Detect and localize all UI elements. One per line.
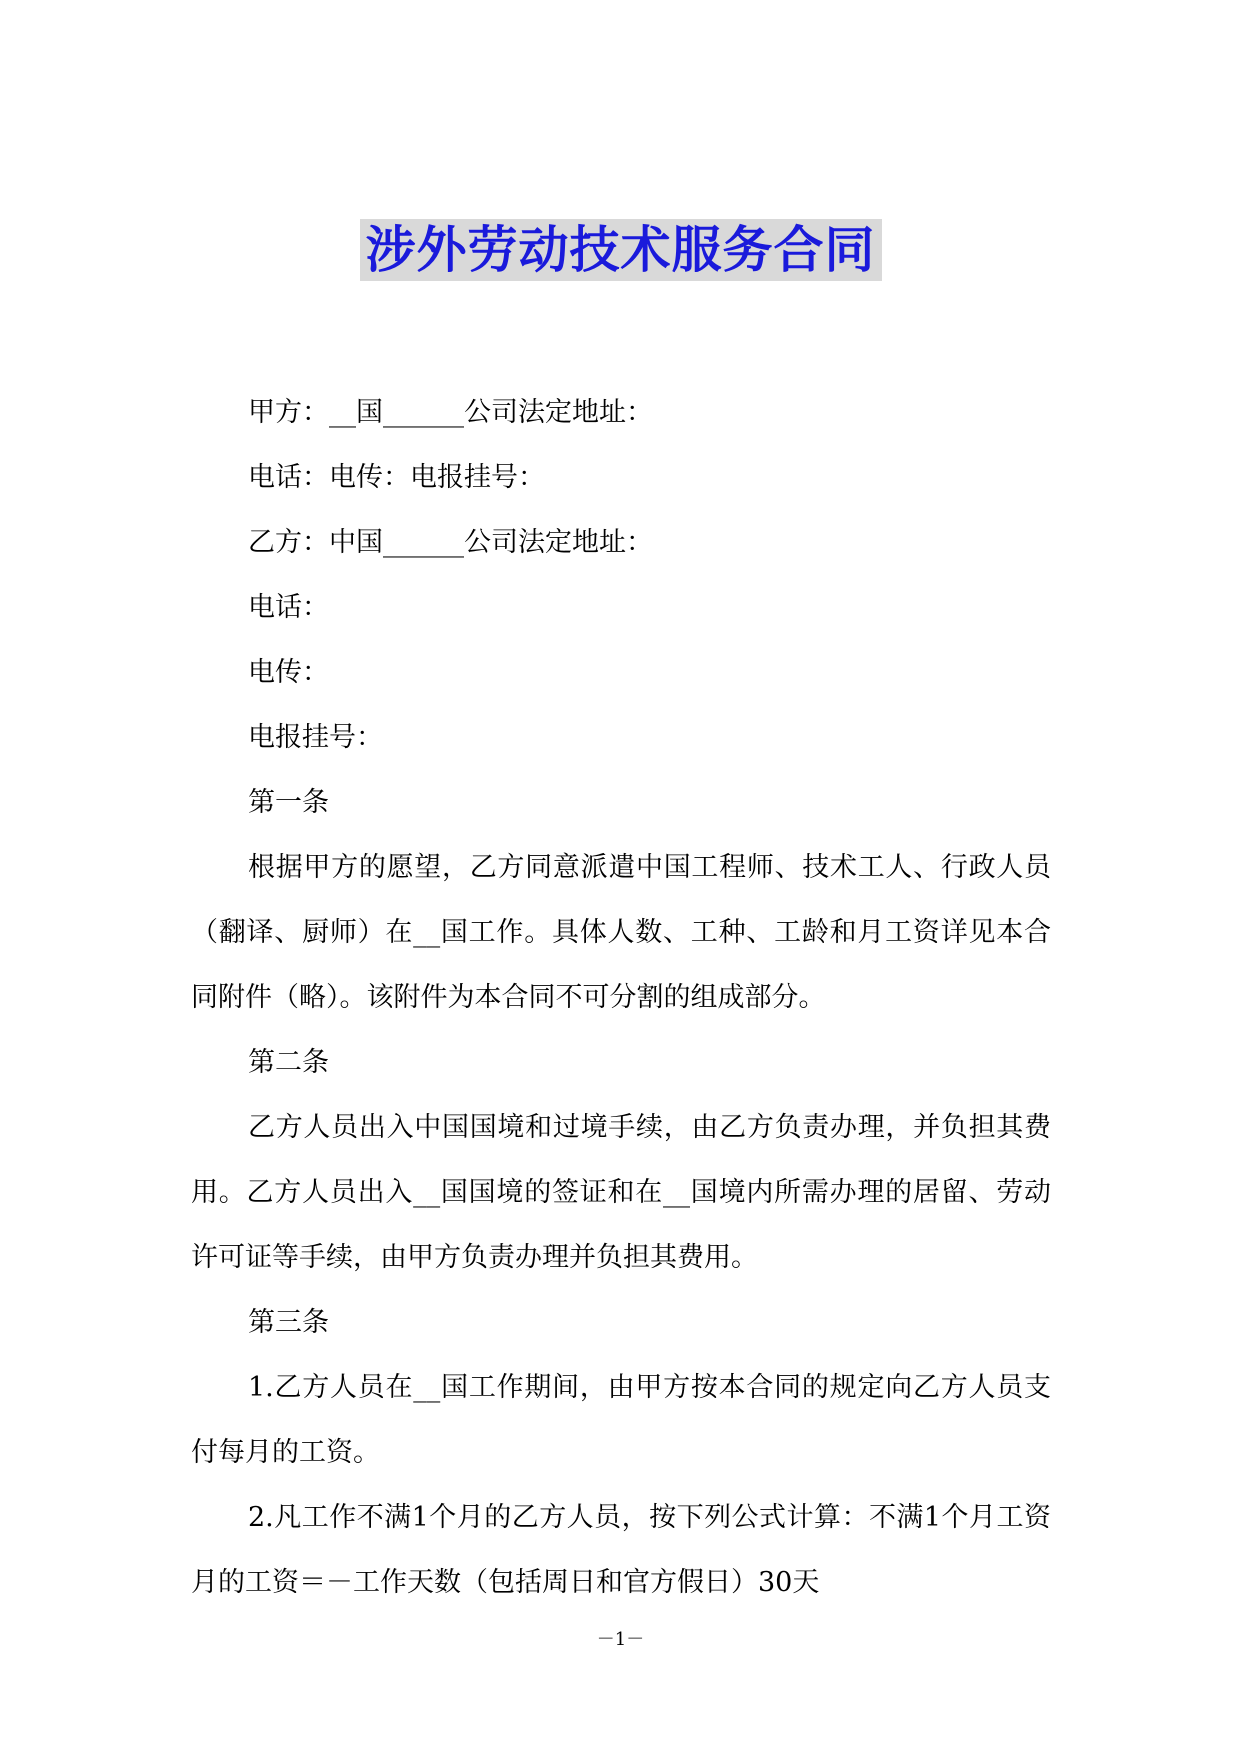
document-title: 涉外劳动技术服务合同 xyxy=(360,219,882,281)
party-a-contact-line: 电话：电传：电报挂号： xyxy=(248,462,545,493)
article-3-clause-2: 2.凡工作不满1个月的乙方人员，按下列公式计算：不满1个月工资月的工资＝－工作天数（包括周日和官方假日）30天 xyxy=(191,1502,1051,1598)
article-2-text: 乙方人员出入中国国境和过境手续，由乙方负责办理，并负担其费用。乙方人员出入__国国境的签证和在__国境内所需办理的居留、劳动许可证等手续，由甲方负责办理并负担其费用。 xyxy=(191,1112,1051,1273)
party-a-line: 甲方：__国______公司法定地址： xyxy=(248,397,653,428)
document-body xyxy=(191,380,1051,1615)
party-b-cable-line: 电报挂号： xyxy=(248,722,383,753)
article-2-heading: 第二条 xyxy=(248,1047,329,1078)
article-1-heading: 第一条 xyxy=(248,787,329,818)
article-3-clause-1: 1.乙方人员在__国工作期间，由甲方按本合同的规定向乙方人员支付每月的工资。 xyxy=(191,1372,1051,1468)
page-number: －1－ xyxy=(596,1629,645,1650)
party-b-telex-line: 电传： xyxy=(248,657,329,688)
party-b-line: 乙方：中国______公司法定地址： xyxy=(248,527,653,558)
party-b-phone-line: 电话： xyxy=(248,592,329,623)
article-1-text: 根据甲方的愿望，乙方同意派遣中国工程师、技术工人、行政人员（翻译、厨师）在__国工作。具体人数、工种、工龄和月工资详见本合同附件（略）。该附件为本合同不可分割的组成部分。 xyxy=(191,852,1051,1013)
article-3-heading: 第三条 xyxy=(248,1307,329,1338)
title-container xyxy=(0,219,1241,281)
